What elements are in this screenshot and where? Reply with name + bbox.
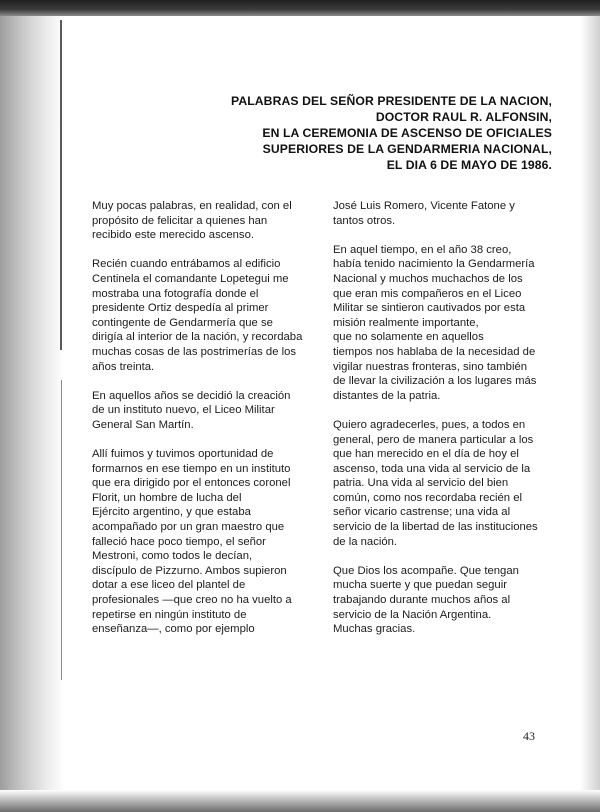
text-line: patria. Una vida al servicio del bien <box>333 477 509 490</box>
right-column <box>333 199 569 651</box>
heading-line: EL DIA 6 DE MAYO DE 1986. <box>386 158 552 172</box>
text-line: de un instituto nuevo, el Liceo Militar <box>92 404 275 417</box>
text-line: Muy pocas palabras, en realidad, con el <box>92 200 292 212</box>
text-line: contingente de Gendarmería que se <box>92 316 273 329</box>
page-number: 43 <box>523 729 535 743</box>
text-line: servicio de la Nación Argentina. <box>333 608 492 621</box>
text-line: de llevar la civilización a los lugares más <box>333 375 537 388</box>
paragraph <box>92 389 318 433</box>
text-line: Mestroni, como todos le decían, <box>92 550 253 563</box>
text-line: Ejército argentino, y que estaba <box>92 506 251 519</box>
text-line: presidente Ortiz despedía al primer <box>92 302 269 315</box>
scan-binding-line <box>60 20 62 350</box>
text-line: tiempos nos hablaba de la necesidad de <box>333 345 536 358</box>
text-line: común, como nos recordaba recién el <box>333 491 523 504</box>
text-line: que han merecido en el día de hoy el <box>333 448 519 461</box>
heading-line: DOCTOR RAUL R. ALFONSIN, <box>375 110 552 124</box>
text-line: que era dirigido por el entonces coronel <box>92 477 291 490</box>
paragraph <box>333 243 569 404</box>
text-line: falleció hace poco tiempo, el señor <box>92 535 266 548</box>
scan-left-margin <box>0 16 64 812</box>
scan-bottom-border <box>0 790 600 812</box>
text-line: de la nación. <box>333 535 398 548</box>
text-line: enseñanza—, como por ejemplo <box>92 623 255 636</box>
heading-line: PALABRAS DEL SEÑOR PRESIDENTE DE LA NACION, <box>231 94 552 108</box>
text-line: servicio de la libertad de las instituciones <box>333 521 538 534</box>
text-line: tantos otros. <box>333 214 396 227</box>
paragraph <box>92 257 318 374</box>
text-line: misión realmente importante, <box>333 316 479 329</box>
text-line: años treinta. <box>92 360 155 373</box>
text-line: recibido este merecido ascenso. <box>92 229 255 242</box>
paragraph <box>333 199 569 228</box>
paragraph <box>92 199 318 243</box>
scan-right-margin <box>580 16 600 812</box>
text-line: distantes de la patria. <box>333 389 441 402</box>
text-line: acompañado por un gran maestro que <box>92 521 285 534</box>
text-line: dirigía al interior de la nación, y recordaba <box>92 331 303 344</box>
text-line: que eran mis compañeros en el Liceo <box>333 287 522 300</box>
text-line: Que Dios los acompañe. Que tengan <box>333 564 519 577</box>
text-line: Centinela el comandante Lopetegui me <box>92 272 289 285</box>
text-line: Allí fuimos y tuvimos oportunidad de <box>92 448 274 461</box>
paragraph <box>333 564 569 637</box>
text-line: ascenso, toda una vida al servicio de la <box>333 462 531 475</box>
text-line: José Luis Romero, Vicente Fatone y <box>333 200 515 212</box>
text-line: Recién cuando entrábamos al edificio <box>92 258 281 271</box>
text-line: formarnos en ese tiempo en un instituto <box>92 462 291 475</box>
text-line: general, pero de manera particular a los <box>333 433 534 446</box>
text-line: En aquel tiempo, en el año 38 creo, <box>333 243 512 256</box>
text-line: Muchas gracias. <box>333 623 416 636</box>
text-line: Florit, un hombre de lucha del <box>92 491 242 504</box>
text-line: En aquellos años se decidió la creación <box>92 389 291 402</box>
heading-line: SUPERIORES DE LA GENDARMERIA NACIONAL, <box>262 142 552 156</box>
scan-binding-line-lower <box>61 380 62 680</box>
scan-top-border <box>0 0 600 16</box>
paragraph <box>92 447 318 637</box>
text-line: mostraba una fotografía donde el <box>92 287 259 300</box>
paragraph <box>333 418 569 549</box>
text-line: que no solamente en aquellos <box>333 331 484 344</box>
speech-heading <box>231 93 552 173</box>
text-line: mucha suerte y que puedan seguir <box>333 579 507 592</box>
text-line: trabajando durante muchos años al <box>333 594 511 607</box>
text-line: muchas cosas de las postrimerías de los <box>92 345 297 358</box>
text-line: había tenido nacimiento la Gendarmería <box>333 258 535 271</box>
heading-line: EN LA CEREMONIA DE ASCENSO DE OFICIALES <box>262 126 552 140</box>
text-line: Quiero agradecerles, pues, a todos en <box>333 418 526 431</box>
text-line: Nacional y muchos muchachos de los <box>333 272 523 285</box>
text-line: vigilar nuestras fronteras, sino también <box>333 360 528 373</box>
text-line: General San Martín. <box>92 418 194 431</box>
text-line: profesionales —que creo no ha vuelto a <box>92 594 292 607</box>
text-line: Militar se sintieron cautivados por esta <box>333 302 526 315</box>
text-line: repetirse en ningún instituto de <box>92 608 247 621</box>
left-column <box>92 199 318 651</box>
text-line: dotar a ese liceo del plantel de <box>92 579 246 592</box>
text-line: señor vicario castrense; una vida al <box>333 506 511 519</box>
text-line: discípulo de Pizzurno. Ambos supieron <box>92 564 287 577</box>
text-line: propósito de felicitar a quienes han <box>92 214 268 227</box>
